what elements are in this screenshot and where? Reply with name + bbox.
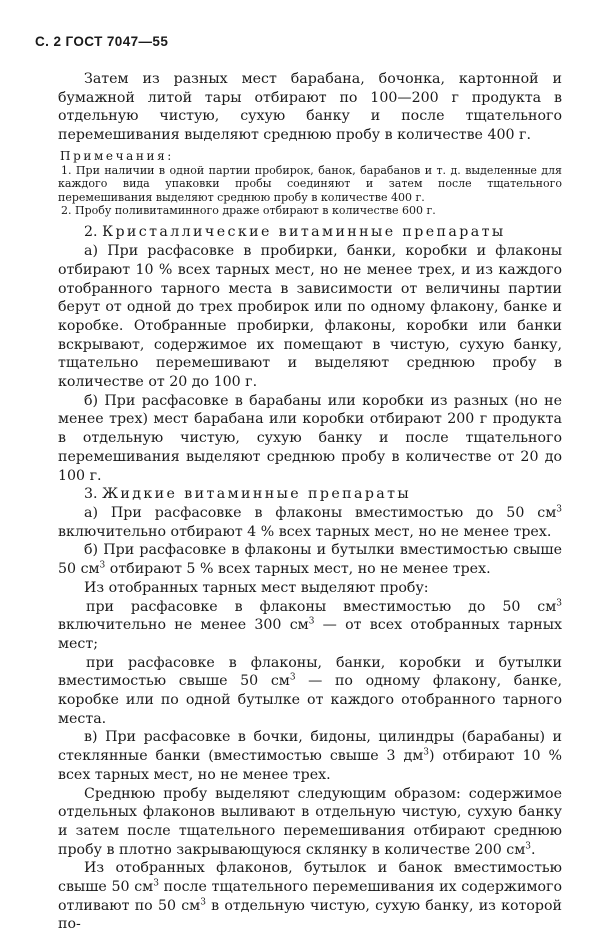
- superscript: 3: [200, 897, 206, 908]
- section-3c-text-end: ) отбирают 10 % всех тарных мест, но не менее трех.: [58, 748, 562, 783]
- last-paragraph-text: Из отобранных флаконов, бутылок и банок вместимостью свыше 50 см: [58, 860, 562, 896]
- last-paragraph-end: в отдельную чистую, сухую банку, из которой по-: [58, 897, 562, 933]
- notes-block: [58, 149, 562, 218]
- selection-item-1-end: — от всех отобранных тарных мест;: [58, 617, 562, 652]
- document-body: [58, 70, 562, 934]
- average-sample-end: .: [530, 841, 536, 858]
- superscript: 3: [99, 560, 106, 571]
- section-2-title: Кристаллические витаминные препараты: [102, 224, 506, 241]
- page-header: С. 2 ГОСТ 7047—55: [35, 34, 169, 49]
- section-3c-paragraph: [58, 728, 562, 784]
- section-2-heading: [58, 223, 562, 242]
- section-3a-paragraph: [58, 504, 562, 541]
- section-3-title: Жидкие витаминные препараты: [102, 486, 412, 503]
- section-2b-paragraph: б) При расфасовке в барабаны или коробки из разных (но не менее трех) мест барабана или коробки отбирают 200 г продукта в отдельную чистую, сухую банку и после тщательного перемешивания выделяют среднюю пробу в количестве от 20 до 100 г.: [58, 392, 562, 484]
- section-3b-text: б) При расфасовке в флаконы и бутылки вместимостью свыше 50 см: [58, 542, 562, 578]
- last-paragraph: [58, 859, 562, 934]
- selection-item-2-text: при расфасовке в флаконы, банки, коробки и бутылки вместимостью свыше 50 см: [58, 654, 562, 690]
- notes-title: Примечания:: [60, 148, 174, 163]
- section-2-number: 2.: [84, 224, 98, 241]
- section-3b-text-end: отбирают 5 % всех тарных мест, но не менее трех.: [105, 561, 491, 578]
- selection-paragraph: Из отобранных тарных мест выделяют пробу:: [84, 579, 429, 596]
- section-3a-text: а) При расфасовке в флаконы вместимостью до 50 см: [84, 504, 557, 521]
- selection-item-1: [58, 598, 562, 654]
- note-2: 2. Пробу поливитаминного драже отбирают в количестве 600 г.: [61, 204, 436, 218]
- last-paragraph-mid: после тщательного перемешивания их содержимого отливают по 50 см: [58, 879, 562, 914]
- superscript: 3: [308, 616, 315, 627]
- superscript: 3: [423, 747, 430, 758]
- section-3-heading: [58, 485, 562, 504]
- section-3-number: 3.: [84, 486, 98, 503]
- selection-item-1-text: при расфасовке в флаконы вместимостью до 50 см: [86, 598, 557, 615]
- section-2a-paragraph: а) При расфасовке в пробирки, банки, коробки и флаконы отбирают 10 % всех тарных мест, но не менее трех, и из каждого отобранного тарного места в зависимости от величины партии берут от одной до трех пробирок или по одному флакону, банке и коробке. Отобранные пробирки, флаконы, коробки или банки вскрывают, содержимое их помещают в чистую, сухую банку, тщательно перемешивают и выделяют среднюю пробу в количестве от 20 до 100 г.: [58, 243, 562, 391]
- note-1: 1. При наличии в одной партии пробирок, банок, барабанов и т. д. выделенные для каждого вида упаковки пробы соединяют и затем после тщательного перемешивания выделяют среднюю пробу в количестве 400 г.: [58, 163, 562, 204]
- section-3c-text: в) При расфасовке в бочки, бидоны, цилиндры (барабаны) и стеклянные банки (вместимостью свыше 3 дм: [58, 729, 562, 765]
- selection-item-1-mid: включительно не менее 300 см: [58, 617, 309, 634]
- selection-item-2: [58, 654, 562, 729]
- average-sample-paragraph: [58, 785, 562, 860]
- selection-item-2-end: — по одному флакону, банке, коробке или по одной бутылке от каждого отобранного тарного места.: [58, 673, 562, 727]
- superscript: 3: [289, 672, 296, 683]
- superscript: 3: [525, 840, 531, 851]
- average-sample-text: Среднюю пробу выделяют следующим образом: содержимое отдельных флаконов выливают в отдельную чистую, сухую банку и затем после тщательного перемешивания отбирают среднюю пробу в плотно закрывающуюся склянку в количестве 200 см: [58, 785, 562, 858]
- intro-paragraph: Затем из разных мест барабана, бочонка, картонной и бумажной литой тары отбирают по 100—200 г продукта в отдельную чистую, сухую банку и после тщательного перемешивания выделяют среднюю пробу в количестве 400 г.: [58, 71, 562, 144]
- section-3b-paragraph: [58, 541, 562, 578]
- section-3a-text-end: включительно отбирают 4 % всех тарных мест, но не менее трех.: [58, 523, 552, 540]
- superscript: 3: [556, 504, 562, 515]
- superscript: 3: [556, 597, 562, 608]
- superscript: 3: [153, 878, 159, 889]
